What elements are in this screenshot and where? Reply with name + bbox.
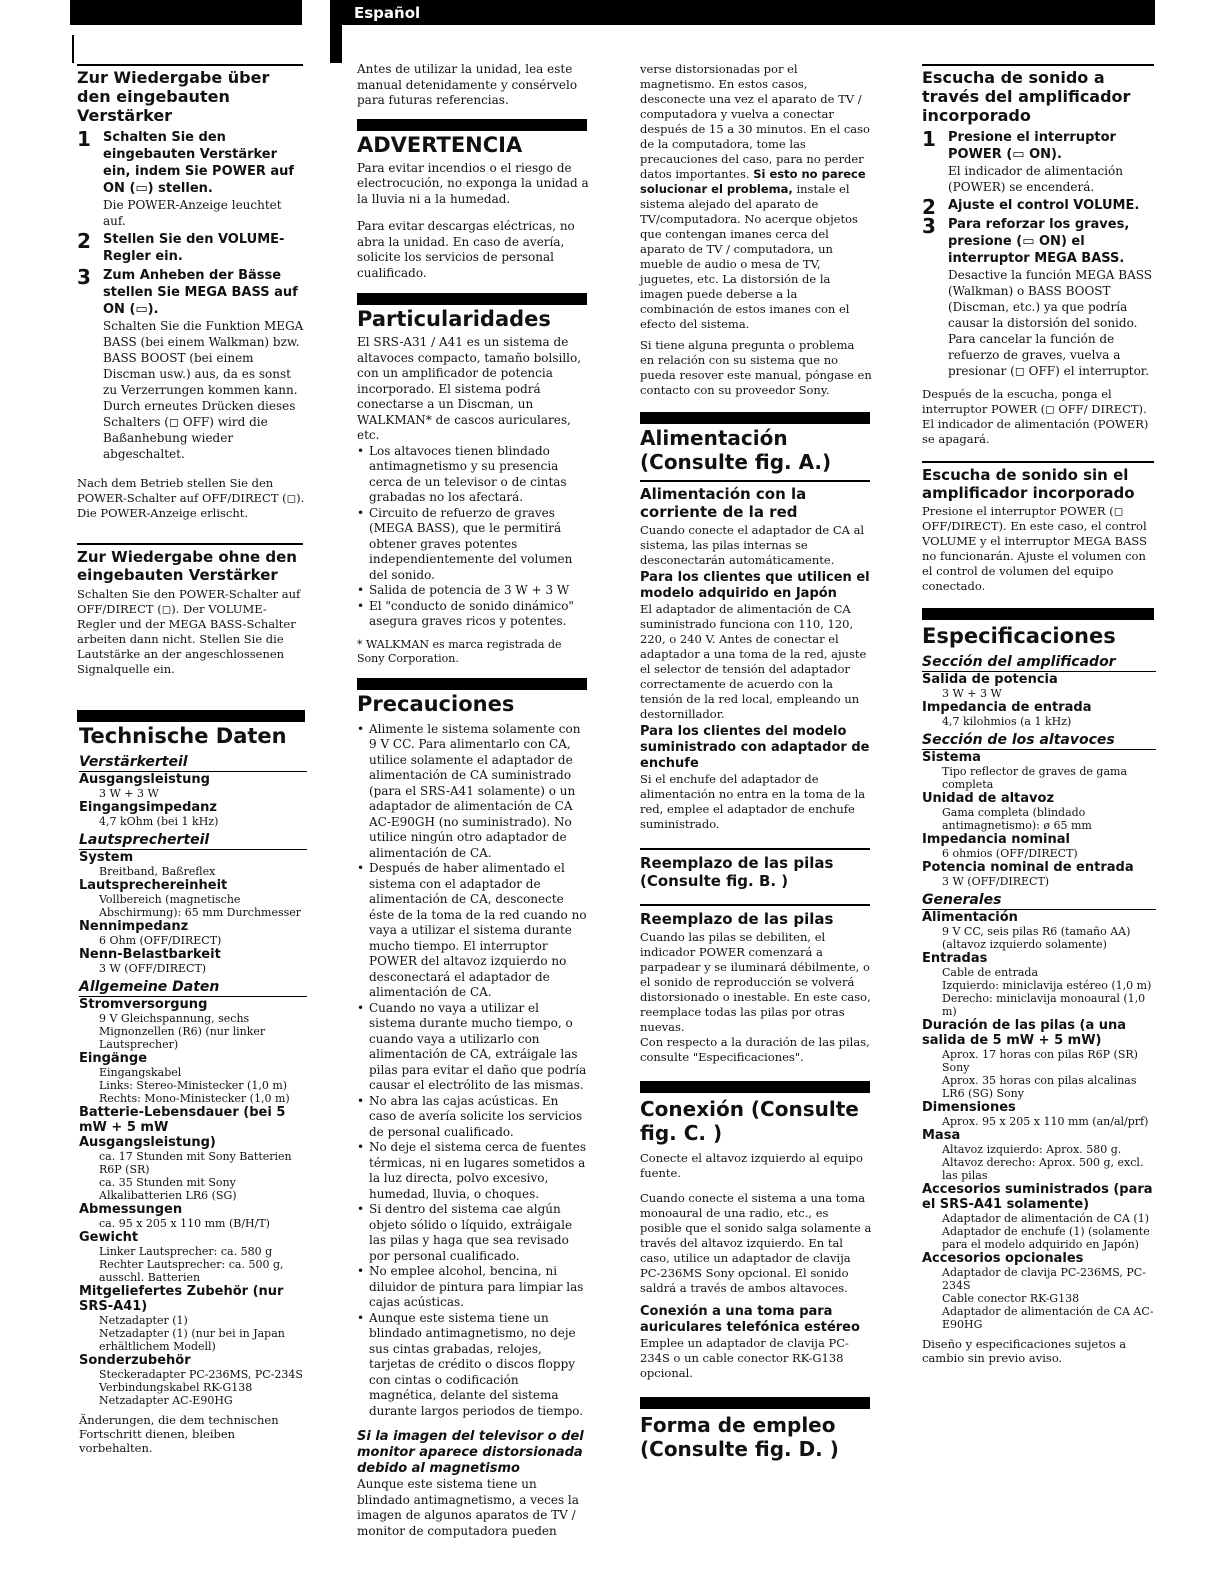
spec-item: [79, 1284, 307, 1353]
section-title: Particularidades: [357, 307, 551, 331]
list-item: • Alimente le sistema solamente con 9 V CC. Para alimentarlo con CA, utilice solamente el adaptador de alimentación de CA suministrado (para el SRS-A41 solamente) o un adaptador de alimentación de CA AC-E90GH (no suministrado). No utilice ningún otro adaptador de alimentación de CA.: [357, 722, 589, 862]
list-item: • Circuito de refuerzo de graves (MEGA BASS), que le permitirá obtener graves potentes independientemente del volumen del sonido.: [357, 506, 589, 584]
spec-label: Sistema: [922, 750, 981, 765]
spec-value: Gama completa (blindado antimagnetismo): ø 65 mm: [942, 806, 1092, 832]
list-item: • No deje el sistema cerca de fuentes térmicas, ni en lugares sometidos a la luz directa, polvo excesivo, humedad, lluvia, o choques.: [357, 1140, 589, 1202]
spec-item: [79, 1051, 307, 1105]
spec-item: [922, 860, 1156, 888]
spec-item: [922, 1018, 1156, 1100]
spec-label: Masa: [922, 1128, 961, 1143]
paragraph: verse distorsionadas por el magnetismo. En estos casos, desconecte una vez el aparato de TV / computadora y vuelva a conectar después de 15 a 30 minutos. En el caso de la computadora, tome las precauciones del caso, para no perder datos importantes.: [640, 62, 870, 181]
rule: [640, 480, 870, 482]
spec-value: Aprox. 17 horas con pilas R6P (SR) Sony Aprox. 35 horas con pilas alcalinas LR6 (SG) Sony: [942, 1048, 1138, 1100]
spec-value: 9 V Gleichspannung, sechs Mignonzellen (R6) (nur linker Lautsprecher): [99, 1012, 266, 1051]
subsection-title: Para los clientes que utilicen el modelo adquirido en Japón: [640, 570, 870, 601]
spec-label: Stromversorgung: [79, 997, 208, 1012]
spec-value: 9 V CC, seis pilas R6 (tamaño AA) (altavoz izquierdo solamente): [942, 925, 1131, 951]
subsection-title: Sección de los altavoces: [922, 732, 1156, 750]
list-item: • El "conducto de sonido dinámico" asegura graves ricos y potentes.: [357, 599, 589, 630]
spec-value: 4,7 kOhm (bei 1 kHz): [99, 815, 219, 828]
spec-label: Salida de potencia: [922, 672, 1058, 687]
subsection-title: Generales: [922, 892, 1156, 910]
section-bar: [922, 608, 1154, 620]
spec-item: [922, 791, 1156, 832]
paragraph: El adaptador de alimentación de CA suministrado funciona con 110, 120, 220, o 240 V. Antes de conectar el adaptador a una toma de la red, ajuste el selector de tensión del adaptador correctamente de acuerdo con la tensión de la red local, empleando un destornillador.: [640, 602, 867, 721]
paragraph: Después de la escucha, ponga el interruptor POWER (◻ OFF/ DIRECT). El indicador de alimentación (POWER) se apagará.: [922, 387, 1149, 446]
step: [922, 129, 1156, 195]
spec-value: Breitband, Baßreflex: [99, 865, 216, 878]
spec-item: [79, 1230, 307, 1284]
section-title: Alimentación (Consulte fig. A.): [640, 426, 832, 474]
spec-item: [922, 672, 1156, 700]
list-item: • Si dentro del sistema cae algún objeto sólido o líquido, extráigale las pilas y haga que sea revisado por personal cualificado.: [357, 1202, 589, 1264]
rule: [77, 64, 303, 66]
section-bar: [357, 293, 587, 305]
section-title: ADVERTENCIA: [357, 132, 523, 157]
step: [922, 195, 1156, 219]
spec-value: Adaptador de alimentación de CA (1) Adaptador de enchufe (1) (solamente para el modelo adquirido en Japón): [942, 1212, 1150, 1251]
spec-value: Eingangskabel Links: Stereo-Ministecker (1,0 m) Rechts: Mono-Ministecker (1,0 m): [99, 1066, 290, 1105]
spec-item: [922, 1251, 1156, 1331]
section-title: Precauciones: [357, 691, 515, 716]
list-item: • Los altavoces tienen blindado antimagnetismo y su presencia cerca de un televisor o de cintas grabadas no los afectará.: [357, 444, 589, 506]
subsection-title: Alimentación con la corriente de la red: [640, 485, 807, 521]
paragraph: Si el enchufe del adaptador de alimentación no entra en la toma de la red, emplee el adaptador de enchufe suministrado.: [640, 772, 866, 831]
step-desc: Desactive la función MEGA BASS (Walkman) o BASS BOOST (Discman, etc.) ya que podría causar la distorsión del sonido. Para cancelar la función de refuerzo de graves, vuelva a presionar (◻ OFF) el interruptor.: [948, 268, 1152, 378]
paragraph: Nach dem Betrieb stellen Sie den POWER-Schalter auf OFF/DIRECT (◻). Die POWER-Anzeige erlischt.: [77, 476, 305, 520]
section-title: Zur Wiedergabe ohne den eingebauten Verstärker: [77, 548, 297, 584]
spec-label: Eingangsimpedanz: [79, 800, 217, 815]
spec-label: Impedancia nominal: [922, 832, 1070, 847]
section-title: Especificaciones: [922, 624, 1116, 648]
spec-item: [79, 1105, 307, 1202]
list-item: • Salida de potencia de 3 W + 3 W: [357, 583, 589, 599]
spec-item: [79, 772, 307, 800]
spec-label: Batterie-Lebensdauer (bei 5 mW + 5 mW Ausgangsleistung): [79, 1105, 286, 1150]
language-label: Español: [354, 4, 421, 22]
list-item: • Aunque este sistema tiene un blindado antimagnetismo, no deje sus cintas grabadas, relojes, tarjetas de crédito o discos floppy con cintas o codificación magnética, delante del sistema durante largos periodos de tiempo.: [357, 1311, 589, 1420]
section-title: Zur Wiedergabe über den eingebauten Verstärker: [77, 68, 270, 125]
step-desc: Die POWER-Anzeige leuchtet auf.: [103, 198, 282, 228]
step-title: Ajuste el control VOLUME.: [948, 198, 1140, 213]
paragraph: Presione el interruptor POWER (◻ OFF/DIRECT). En este caso, el control VOLUME y el interruptor MEGA BASS no funcionarán. Ajuste el volumen con el control de volumen del equipo conectado.: [922, 504, 1147, 593]
step-desc: Schalten Sie die Funktion MEGA BASS (bei einem Walkman) bzw. BASS BOOST (bei einem Discman usw.) aus, da es sonst zu Verzerrungen kommen kann. Durch erneutes Drücken dieses Schalters (◻ OFF) wird die Baßanhebung wieder abgeschaltet.: [103, 319, 304, 461]
header-bar-left: [70, 0, 302, 25]
spec-value: Adaptador de clavija PC-236MS, PC-234S Cable conector RK-G138 Adaptador de alimentación de CA AC-E90HG: [942, 1266, 1154, 1331]
spec-item: [79, 850, 307, 878]
rule: [922, 64, 1154, 66]
section-title: Escucha de sonido sin el amplificador incorporado: [922, 466, 1135, 502]
spec-value: Netzadapter (1) Netzadapter (1) (nur bei in Japan erhältlichem Modell): [99, 1314, 285, 1353]
step: [922, 216, 1156, 379]
spec-value: 3 W (OFF/DIRECT): [942, 875, 1050, 888]
spec-value: ca. 17 Stunden mit Sony Batterien R6P (SR) ca. 35 Stunden mit Sony Alkalibatterien LR6 (SG): [99, 1150, 292, 1202]
spec-item: [922, 1128, 1156, 1182]
paragraph: Cuando conecte el adaptador de CA al sistema, las pilas internas se desconectarán automáticamente.: [640, 523, 865, 567]
spec-label: Duración de las pilas (a una salida de 5 mW + 5 mW): [922, 1018, 1127, 1048]
step-title: Para reforzar los graves, presione (▭ ON) el interruptor MEGA BASS.: [948, 217, 1130, 266]
subsection-title: Allgemeine Daten: [79, 979, 307, 997]
feature-list: [357, 444, 589, 630]
footnote: * WALKMAN es marca registrada de Sony Corporation.: [357, 637, 562, 665]
de-tech: [79, 724, 307, 1455]
list-item: • Cuando no vaya a utilizar el sistema durante mucho tiempo, o cuando vaya a utilizarlo con alimentación de CA, extráigale las pilas para evitar el daño que podría causar el electrólito de las mismas.: [357, 1001, 589, 1094]
step-number: 3: [77, 265, 91, 289]
subsection-title: Si la imagen del televisor o del monitor aparece distorsionada debido al magnetismo: [357, 1429, 584, 1476]
spec-value: 6 ohmios (OFF/DIRECT): [942, 847, 1078, 860]
subsection-title: Verstärkerteil: [79, 754, 307, 772]
spec-label: Entradas: [922, 951, 988, 966]
paragraph: Para evitar incendios o el riesgo de electrocución, no exponga la unidad a la lluvia ni a la humedad.: [357, 160, 589, 206]
spec-item: [79, 947, 307, 975]
step-title: Schalten Sie den eingebauten Verstärker ein, indem Sie POWER auf ON (▭) stellen.: [103, 130, 295, 196]
paragraph: Änderungen, die dem technischen Fortschritt dienen, bleiben vorbehalten.: [79, 1413, 279, 1455]
spec-item: [79, 800, 307, 828]
subsection-title: Reemplazo de las pilas: [640, 910, 834, 928]
spec-label: Sonderzubehör: [79, 1353, 191, 1368]
paragraph: Cuando las pilas se debiliten, el indicador POWER comenzará a parpadear y se iluminará débilmente, o el sonido de reproducción se volverá distorsionado o inestable. En este caso, reemplace todas las pilas por otras nuevas. Con respecto a la duración de las pilas, consulte "Especificaciones".: [640, 930, 871, 1064]
paragraph: Si tiene alguna pregunta o problema en relación con su sistema que no pueda resover este manual, póngase en contacto con su proveedor Sony.: [640, 338, 872, 397]
spec-item: [922, 1182, 1156, 1251]
section-title: Forma de empleo (Consulte fig. D. ): [640, 1413, 839, 1461]
section-bar: [640, 1397, 870, 1409]
subsection-title: Lautsprecherteil: [79, 832, 307, 850]
precautions-list: [357, 722, 589, 1420]
paragraph-bold: Si esto no parece solucionar el problema,: [640, 167, 866, 196]
spec-value: Steckeradapter PC-236MS, PC-234S Verbindungskabel RK-G138 Netzadapter AC-E90HG: [99, 1368, 303, 1407]
header-bar-right: [330, 0, 1155, 25]
paragraph: Cuando conecte el sistema a una toma monoaural de una radio, etc., es posible que el sonido salga solamente a través del altavoz izquierdo. En tal caso, utilice un adaptador de clavija PC-236MS Sony opcional. El sonido saldrá a través de ambos altavoces.: [640, 1191, 872, 1295]
paragraph: Emplee un adaptador de clavija PC-234S o un cable conector RK-G138 opcional.: [640, 1336, 849, 1380]
spec-value: Altavoz izquierdo: Aprox. 580 g. Altavoz derecho: Aprox. 500 g, excl. las pilas: [942, 1143, 1144, 1182]
spec-value: Linker Lautsprecher: ca. 580 g Rechter Lautsprecher: ca. 500 g, ausschl. Batterien: [99, 1245, 284, 1284]
spec-value: Vollbereich (magnetische Abschirmung): 65 mm Durchmesser: [99, 893, 302, 919]
section-bar: [357, 119, 587, 131]
step-number: 1: [77, 127, 91, 151]
spec-value: ca. 95 x 205 x 110 mm (B/H/T): [99, 1217, 270, 1230]
section-title: Escucha de sonido a través del amplificador incorporado: [922, 68, 1131, 125]
es-column-2: [640, 62, 872, 1461]
rule: [77, 543, 303, 545]
spec-label: Gewicht: [79, 1230, 139, 1245]
paragraph: El SRS-A31 / A41 es un sistema de altavoces compacto, tamaño bolsillo, con un amplificador de potencia incorporado. El sistema podrá conectarse a un Discman, un WALKMAN* de cascos auriculares, etc.: [357, 335, 582, 442]
spec-value: Aprox. 95 x 205 x 110 mm (an/al/prf): [942, 1115, 1149, 1128]
spec-value: 6 Ohm (OFF/DIRECT): [99, 934, 222, 947]
list-item: • No abra las cajas acústicas. En caso de avería solicite los servicios de personal cualificado.: [357, 1094, 589, 1141]
spec-label: Unidad de altavoz: [922, 791, 1055, 806]
paragraph: Antes de utilizar la unidad, lea este manual detenidamente y consérvelo para futuras referencias.: [357, 62, 578, 107]
section-bar: [640, 1081, 870, 1093]
spec-item: [79, 878, 307, 919]
spec-value: 4,7 kilohmios (a 1 kHz): [942, 715, 1072, 728]
de-column: [77, 68, 305, 521]
spec-label: Nenn-Belastbarkeit: [79, 947, 221, 962]
rule: [640, 848, 870, 850]
spec-item: [922, 1100, 1156, 1128]
section-bar: [357, 678, 587, 690]
step: [77, 267, 305, 462]
spec-item: [922, 832, 1156, 860]
list-item: • Después de haber alimentado el sistema con el adaptador de alimentación de CA, desconecte éste de la toma de la red cuando no vaya a utilizar el sistema durante mucho tiempo. El interruptor POWER del altavoz izquierdo no desconectará el adaptador de alimentación de CA.: [357, 861, 589, 1001]
de-sec2: [77, 548, 305, 677]
spec-value: 3 W + 3 W: [99, 787, 159, 800]
spec-item: [79, 919, 307, 947]
spec-label: Alimentación: [922, 910, 1018, 925]
subsection-title: Conexión a una toma para auriculares telefónica estéreo: [640, 1304, 860, 1335]
list-item: • No emplee alcohol, bencina, ni diluidor de pintura para limpiar las cajas acústicas.: [357, 1264, 589, 1311]
spec-label: Eingänge: [79, 1051, 148, 1066]
subsection-title: Para los clientes del modelo suministrado con adaptador de enchufe: [640, 724, 870, 771]
step-title: Zum Anheben der Bässe stellen Sie MEGA BASS auf ON (▭).: [103, 268, 298, 317]
spec-item: [922, 951, 1156, 1018]
step-number: 2: [77, 229, 91, 253]
spec-label: Dimensiones: [922, 1100, 1016, 1115]
spec-item: [79, 997, 307, 1051]
spec-label: Mitgeliefertes Zubehör (nur SRS-A41): [79, 1284, 284, 1314]
spec-label: System: [79, 850, 134, 865]
es-column-3: [922, 68, 1156, 1365]
es-column-1: [357, 62, 589, 1539]
paragraph: Conecte el altavoz izquierdo al equipo fuente.: [640, 1151, 863, 1180]
paragraph: Para evitar descargas eléctricas, no abra la unidad. En caso de avería, solicite los servicios de personal cualificado.: [357, 219, 575, 280]
paragraph: Schalten Sie den POWER-Schalter auf OFF/DIRECT (◻). Der VOLUME-Regler und der MEGA BASS-Schalter arbeiten dann nicht. Stellen Sie die Lautstärke an der angeschlossenen Signalquelle ein.: [77, 587, 301, 676]
step-number: 2: [922, 195, 936, 219]
paragraph: Diseño y especificaciones sujetos a cambio sin previo aviso.: [922, 1337, 1127, 1365]
spec-label: Accesorios opcionales: [922, 1251, 1084, 1266]
spec-value: 3 W + 3 W: [942, 687, 1002, 700]
step-number: 1: [922, 127, 936, 151]
step-desc: El indicador de alimentación (POWER) se encenderá.: [948, 164, 1123, 194]
step-title: Stellen Sie den VOLUME-Regler ein.: [103, 232, 285, 264]
steps: [922, 129, 1156, 379]
section-bar: [640, 412, 870, 424]
spec-item: [922, 750, 1156, 791]
step-number: 3: [922, 214, 936, 238]
spec-label: Nennimpedanz: [79, 919, 189, 934]
spec-value: Tipo reflector de graves de gama completa: [942, 765, 1127, 791]
subsection-title: Sección del amplificador: [922, 654, 1156, 672]
spec-item: [79, 1353, 307, 1407]
spec-label: Accesorios suministrados (para el SRS-A41 solamente): [922, 1182, 1153, 1212]
spec-item: [922, 700, 1156, 728]
header-notch: [330, 25, 342, 63]
spec-item: [79, 1202, 307, 1230]
spec-label: Abmessungen: [79, 1202, 183, 1217]
spec-label: Impedancia de entrada: [922, 700, 1092, 715]
spec-label: Potencia nominal de entrada: [922, 860, 1134, 875]
steps: [77, 129, 305, 462]
margin-mark: [72, 35, 74, 63]
subsection-title: Reemplazo de las pilas (Consulte fig. B. ): [640, 854, 834, 890]
spec-label: Lautsprechereinheit: [79, 878, 228, 893]
paragraph: Aunque este sistema tiene un blindado antimagnetismo, a veces la imagen de algunos aparatos de TV / monitor de computadora pueden: [357, 1477, 579, 1538]
section-title: Technische Daten: [79, 724, 287, 748]
paragraph: instale el sistema alejado del aparato de TV/computadora. No acerque objetos que contengan imanes cerca del aparato de TV / computadora, un mueble de audio o mesa de TV, juguetes, etc. La distorsión de la imagen puede deberse a la combinación de estos imanes con el efecto del sistema.: [640, 182, 858, 331]
spec-label: Ausgangsleistung: [79, 772, 210, 787]
rule: [922, 461, 1154, 463]
section-title: Conexión (Consulte fig. C. ): [640, 1097, 859, 1145]
section-bar: [77, 710, 305, 722]
step: [77, 231, 305, 265]
spec-item: [922, 910, 1156, 951]
spec-value: Cable de entrada Izquierdo: miniclavija estéreo (1,0 m) Derecho: miniclavija monoaural (1,0 m): [942, 966, 1152, 1018]
step-title: Presione el interruptor POWER (▭ ON).: [948, 130, 1116, 162]
step: [77, 129, 305, 229]
spec-value: 3 W (OFF/DIRECT): [99, 962, 207, 975]
rule: [640, 904, 870, 906]
